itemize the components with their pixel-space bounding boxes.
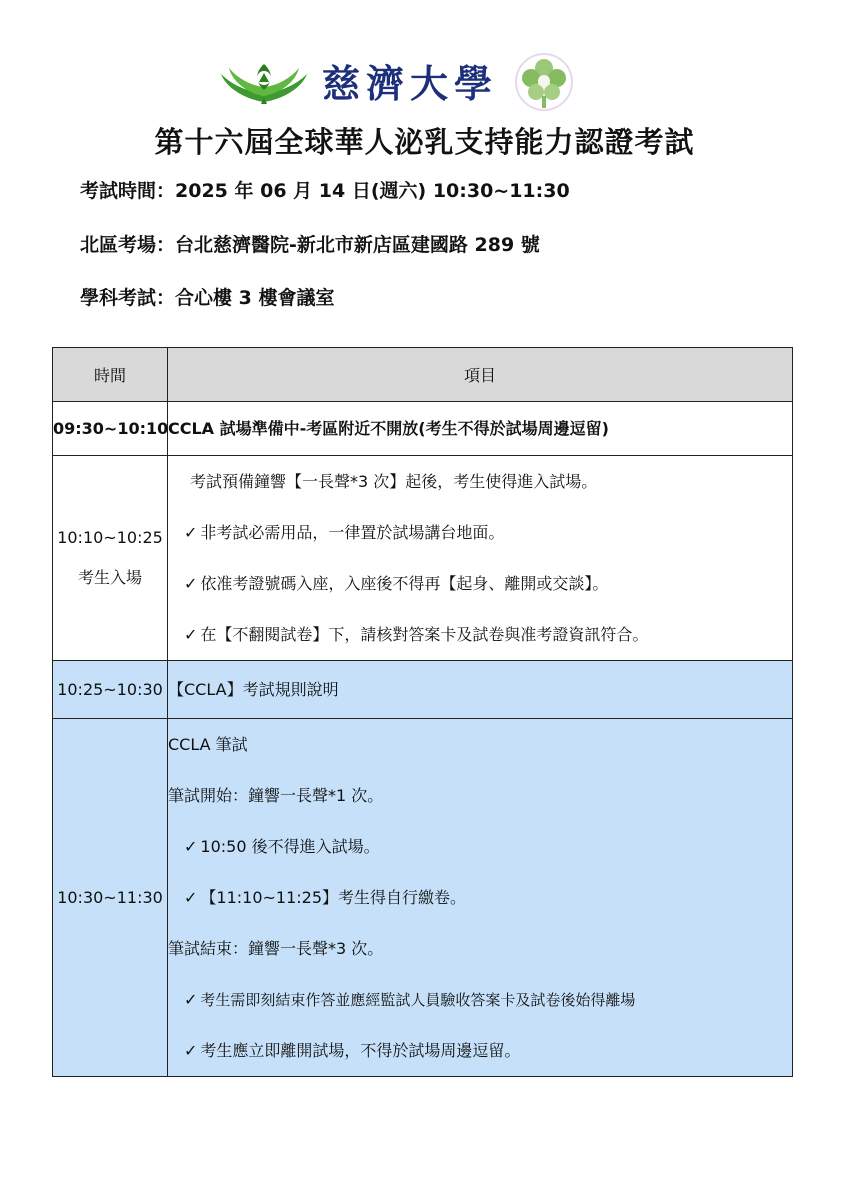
item-line-text: 【11:10~11:25】考生得自行繳卷。 <box>200 888 467 907</box>
header-time: 時間 <box>53 348 168 402</box>
exam-time-line: 考試時間：2025 年 06 月 14 日(週六) 10:30~11:30 <box>80 180 570 202</box>
row-item <box>168 661 793 719</box>
item-line <box>168 609 792 660</box>
item-line: CCLA 試場準備中-考區附近不開放(考生不得於試場周邊逗留) <box>168 419 609 438</box>
header-item: 項目 <box>168 348 793 402</box>
item-line <box>168 1025 792 1076</box>
item-line: 考試預備鐘響【一長聲*3 次】起後，考生使得進入試場。 <box>190 472 598 491</box>
check-icon: ✓ <box>184 574 198 593</box>
item-line: 筆試結束：鐘響一長聲*3 次。 <box>168 939 384 958</box>
table-row <box>53 456 793 661</box>
tzu-chi-emblem-icon <box>219 60 309 106</box>
row-time-range: 10:10~10:25 <box>57 528 163 547</box>
row-item <box>168 719 793 1077</box>
item-line <box>168 507 792 558</box>
table-header-row <box>53 348 793 402</box>
row-time: 10:30~11:30 <box>53 719 168 1077</box>
table-row <box>53 661 793 719</box>
row-item <box>168 456 793 661</box>
item-line: 筆試開始：鐘響一長聲*1 次。 <box>168 786 384 805</box>
item-line: CCLA 筆試 <box>168 735 248 754</box>
item-line <box>168 821 792 872</box>
check-icon: ✓ <box>184 1041 198 1060</box>
item-line-text: 非考試必需用品，一律置於試場講台地面。 <box>200 523 505 542</box>
check-icon: ✓ <box>184 523 198 542</box>
check-icon: ✓ <box>184 990 198 1009</box>
item-line: 【CCLA】考試規則說明 <box>168 680 339 699</box>
row-time: 10:25~10:30 <box>53 661 168 719</box>
item-line-text: 依准考證號碼入座，入座後不得再【起身、離開或交談】。 <box>200 574 609 593</box>
table-row <box>53 402 793 456</box>
logo-row <box>0 52 849 112</box>
check-icon: ✓ <box>184 837 198 856</box>
schedule-table <box>52 347 793 1077</box>
item-line <box>168 558 792 609</box>
item-line-text: 考生需即刻結束作答並應經監試人員驗收答案卡及試卷後始得離場 <box>200 991 636 1009</box>
item-line-text: 考生應立即離開試場，不得於試場周邊逗留。 <box>200 1041 521 1060</box>
item-line <box>168 974 792 1025</box>
exam-venue-line: 北區考場：台北慈濟醫院-新北市新店區建國路 289 號 <box>80 234 540 256</box>
check-icon: ✓ <box>184 625 198 644</box>
university-name: 慈濟大學 <box>322 61 499 106</box>
exam-room-line: 學科考試：合心樓 3 樓會議室 <box>80 287 335 309</box>
table-row <box>53 719 793 1077</box>
row-item <box>168 402 793 456</box>
check-icon: ✓ <box>184 888 198 907</box>
row-time-label: 考生入場 <box>77 568 142 587</box>
flower-emblem-icon <box>514 52 574 112</box>
row-time: 09:30~10:10 <box>53 402 168 456</box>
item-line-text: 10:50 後不得進入試場。 <box>200 837 380 856</box>
document-title: 第十六屆全球華人泌乳支持能力認證考試 <box>154 125 695 159</box>
item-line-text: 在【不翻閱試卷】下，請核對答案卡及試卷與准考證資訊符合。 <box>200 625 649 644</box>
row-time <box>53 456 168 661</box>
item-line <box>168 872 792 923</box>
